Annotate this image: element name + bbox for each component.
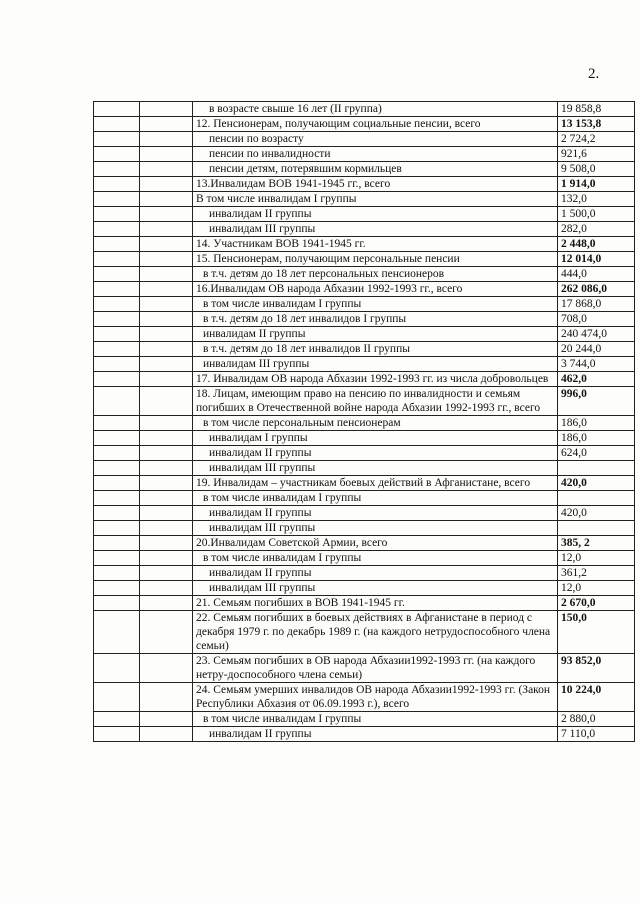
row-label: инвалидам II группы	[193, 506, 558, 521]
row-label: инвалидам III группы	[193, 581, 558, 596]
empty-cell	[140, 581, 193, 596]
table-row	[94, 521, 635, 536]
row-value	[558, 461, 635, 476]
empty-cell	[140, 192, 193, 207]
empty-cell	[94, 506, 140, 521]
empty-cell	[140, 683, 193, 712]
row-label: 23. Семьям погибших в ОВ народа Абхазии1992-1993 гг. (на каждого нетру-доспособного члена семьи)	[193, 654, 558, 683]
row-label: в т.ч. детям до 18 лет инвалидов II группы	[193, 342, 558, 357]
empty-cell	[140, 506, 193, 521]
empty-cell	[94, 132, 140, 147]
row-label: в том числе персональным пенсионерам	[193, 416, 558, 431]
table-row	[94, 282, 635, 297]
table-row	[94, 222, 635, 237]
empty-cell	[94, 297, 140, 312]
empty-cell	[140, 431, 193, 446]
table-row	[94, 683, 635, 712]
table-row	[94, 132, 635, 147]
row-value: 186,0	[558, 416, 635, 431]
table-row	[94, 162, 635, 177]
empty-cell	[140, 237, 193, 252]
table-row	[94, 536, 635, 551]
row-label: 13.Инвалидам ВОВ 1941-1945 гг., всего	[193, 177, 558, 192]
row-label: пенсии по инвалидности	[193, 147, 558, 162]
empty-cell	[140, 252, 193, 267]
empty-cell	[94, 446, 140, 461]
table-row	[94, 476, 635, 491]
table-row	[94, 581, 635, 596]
empty-cell	[140, 712, 193, 727]
row-value: 12,0	[558, 551, 635, 566]
row-value: 240 474,0	[558, 327, 635, 342]
table-row	[94, 267, 635, 282]
empty-cell	[94, 491, 140, 506]
empty-cell	[140, 491, 193, 506]
row-label: 17. Инвалидам ОВ народа Абхазии 1992-1993 гг. из числа добровольцев	[193, 372, 558, 387]
pension-table	[93, 101, 635, 742]
table-row	[94, 147, 635, 162]
empty-cell	[94, 387, 140, 416]
empty-cell	[94, 327, 140, 342]
empty-cell	[140, 132, 193, 147]
table-row	[94, 117, 635, 132]
empty-cell	[140, 446, 193, 461]
empty-cell	[140, 117, 193, 132]
table-row	[94, 566, 635, 581]
row-value: 361,2	[558, 566, 635, 581]
table-row	[94, 611, 635, 654]
table-row	[94, 416, 635, 431]
table-row	[94, 431, 635, 446]
row-label: инвалидам II группы	[193, 207, 558, 222]
row-label: 19. Инвалидам – участникам боевых действий в Афганистане, всего	[193, 476, 558, 491]
row-label: инвалидам III группы	[193, 521, 558, 536]
row-label: в том числе инвалидам I группы	[193, 491, 558, 506]
row-value: 385, 2	[558, 536, 635, 551]
row-label: инвалидам II группы	[193, 446, 558, 461]
row-label: в том числе инвалидам I группы	[193, 551, 558, 566]
row-value: 2 724,2	[558, 132, 635, 147]
row-label: 21. Семьям погибших в ВОВ 1941-1945 гг.	[193, 596, 558, 611]
empty-cell	[140, 162, 193, 177]
row-value: 20 244,0	[558, 342, 635, 357]
empty-cell	[94, 117, 140, 132]
row-value: 708,0	[558, 312, 635, 327]
row-value: 12,0	[558, 581, 635, 596]
table-row	[94, 252, 635, 267]
empty-cell	[140, 222, 193, 237]
row-value	[558, 491, 635, 506]
row-value: 93 852,0	[558, 654, 635, 683]
row-label: В том числе инвалидам I группы	[193, 192, 558, 207]
empty-cell	[94, 147, 140, 162]
table-row	[94, 506, 635, 521]
row-label: в т.ч. детям до 18 лет персональных пенсионеров	[193, 267, 558, 282]
row-label: в т.ч. детям до 18 лет инвалидов I группы	[193, 312, 558, 327]
row-value: 186,0	[558, 431, 635, 446]
row-value: 262 086,0	[558, 282, 635, 297]
row-value: 1 914,0	[558, 177, 635, 192]
row-label: 18. Лицам, имеющим право на пенсию по инвалидности и семьям погибших в Отечественной войне народа Абхазии 1992-1993 гг., всего	[193, 387, 558, 416]
empty-cell	[94, 222, 140, 237]
table-row	[94, 237, 635, 252]
empty-cell	[140, 596, 193, 611]
empty-cell	[94, 461, 140, 476]
row-label: в том числе инвалидам I группы	[193, 297, 558, 312]
row-value: 1 500,0	[558, 207, 635, 222]
table-row	[94, 312, 635, 327]
empty-cell	[140, 551, 193, 566]
empty-cell	[140, 566, 193, 581]
table-row	[94, 177, 635, 192]
row-value: 282,0	[558, 222, 635, 237]
empty-cell	[140, 357, 193, 372]
row-label: 24. Семьям умерших инвалидов ОВ народа Абхазии1992-1993 гг. (Закон Республики Абхазия от 06.09.1993 г.), всего	[193, 683, 558, 712]
row-value: 19 858,8	[558, 102, 635, 117]
empty-cell	[140, 611, 193, 654]
table-row	[94, 192, 635, 207]
table-row	[94, 446, 635, 461]
empty-cell	[94, 611, 140, 654]
empty-cell	[140, 327, 193, 342]
row-label: 15. Пенсионерам, получающим персональные пенсии	[193, 252, 558, 267]
row-value: 10 224,0	[558, 683, 635, 712]
empty-cell	[94, 476, 140, 491]
empty-cell	[140, 387, 193, 416]
table-row	[94, 327, 635, 342]
empty-cell	[94, 566, 140, 581]
row-value: 462,0	[558, 372, 635, 387]
empty-cell	[140, 536, 193, 551]
empty-cell	[94, 372, 140, 387]
table-row	[94, 102, 635, 117]
empty-cell	[94, 654, 140, 683]
table-row	[94, 342, 635, 357]
empty-cell	[94, 252, 140, 267]
empty-cell	[140, 207, 193, 222]
row-label: 14. Участникам ВОВ 1941-1945 гг.	[193, 237, 558, 252]
empty-cell	[94, 683, 140, 712]
row-label: инвалидам II группы	[193, 727, 558, 742]
empty-cell	[94, 357, 140, 372]
empty-cell	[94, 267, 140, 282]
empty-cell	[140, 461, 193, 476]
page-number: 2.	[588, 66, 600, 82]
table-body	[94, 102, 635, 742]
table-row	[94, 654, 635, 683]
table-row	[94, 712, 635, 727]
empty-cell	[94, 551, 140, 566]
table-row	[94, 207, 635, 222]
row-value: 624,0	[558, 446, 635, 461]
empty-cell	[140, 297, 193, 312]
row-label: пенсии детям, потерявшим кормильцев	[193, 162, 558, 177]
empty-cell	[94, 416, 140, 431]
row-label: 12. Пенсионерам, получающим социальные пенсии, всего	[193, 117, 558, 132]
empty-cell	[94, 521, 140, 536]
row-label: инвалидам I группы	[193, 431, 558, 446]
row-value: 13 153,8	[558, 117, 635, 132]
table-row	[94, 596, 635, 611]
empty-cell	[140, 282, 193, 297]
row-label: в возрасте свыше 16 лет (II группа)	[193, 102, 558, 117]
row-value: 150,0	[558, 611, 635, 654]
empty-cell	[94, 207, 140, 222]
empty-cell	[140, 312, 193, 327]
empty-cell	[94, 712, 140, 727]
empty-cell	[94, 581, 140, 596]
table-row	[94, 491, 635, 506]
row-value: 7 110,0	[558, 727, 635, 742]
empty-cell	[140, 521, 193, 536]
empty-cell	[140, 654, 193, 683]
row-value: 2 670,0	[558, 596, 635, 611]
empty-cell	[94, 342, 140, 357]
empty-cell	[140, 147, 193, 162]
table-row	[94, 551, 635, 566]
row-value: 132,0	[558, 192, 635, 207]
row-value: 3 744,0	[558, 357, 635, 372]
empty-cell	[94, 282, 140, 297]
empty-cell	[94, 102, 140, 117]
table-row	[94, 461, 635, 476]
table-row	[94, 372, 635, 387]
row-label: инвалидам II группы	[193, 327, 558, 342]
empty-cell	[94, 162, 140, 177]
empty-cell	[140, 177, 193, 192]
row-label: в том числе инвалидам I группы	[193, 712, 558, 727]
empty-cell	[140, 476, 193, 491]
row-label: 22. Семьям погибших в боевых действиях в Афганистане в период с декабря 1979 г. по декабрь 1989 г. (на каждого нетрудоспособного члена семьи)	[193, 611, 558, 654]
empty-cell	[140, 727, 193, 742]
row-value: 996,0	[558, 387, 635, 416]
row-value: 12 014,0	[558, 252, 635, 267]
empty-cell	[140, 416, 193, 431]
row-value: 2 880,0	[558, 712, 635, 727]
table-row	[94, 727, 635, 742]
empty-cell	[94, 237, 140, 252]
empty-cell	[94, 536, 140, 551]
empty-cell	[140, 372, 193, 387]
empty-cell	[140, 342, 193, 357]
empty-cell	[94, 177, 140, 192]
empty-cell	[94, 192, 140, 207]
empty-cell	[94, 596, 140, 611]
table-row	[94, 357, 635, 372]
row-label: инвалидам III группы	[193, 461, 558, 476]
row-label: пенсии по возрасту	[193, 132, 558, 147]
empty-cell	[94, 727, 140, 742]
empty-cell	[140, 102, 193, 117]
row-value: 2 448,0	[558, 237, 635, 252]
row-value: 17 868,0	[558, 297, 635, 312]
table-row	[94, 387, 635, 416]
empty-cell	[140, 267, 193, 282]
row-value: 444,0	[558, 267, 635, 282]
row-value	[558, 521, 635, 536]
table-row	[94, 297, 635, 312]
row-value: 420,0	[558, 476, 635, 491]
row-value: 9 508,0	[558, 162, 635, 177]
empty-cell	[94, 431, 140, 446]
row-label: инвалидам III группы	[193, 357, 558, 372]
empty-cell	[94, 312, 140, 327]
row-label: инвалидам III группы	[193, 222, 558, 237]
row-label: 16.Инвалидам ОВ народа Абхазии 1992-1993 гг., всего	[193, 282, 558, 297]
row-label: 20.Инвалидам Советской Армии, всего	[193, 536, 558, 551]
row-value: 921,6	[558, 147, 635, 162]
row-label: инвалидам II группы	[193, 566, 558, 581]
row-value: 420,0	[558, 506, 635, 521]
